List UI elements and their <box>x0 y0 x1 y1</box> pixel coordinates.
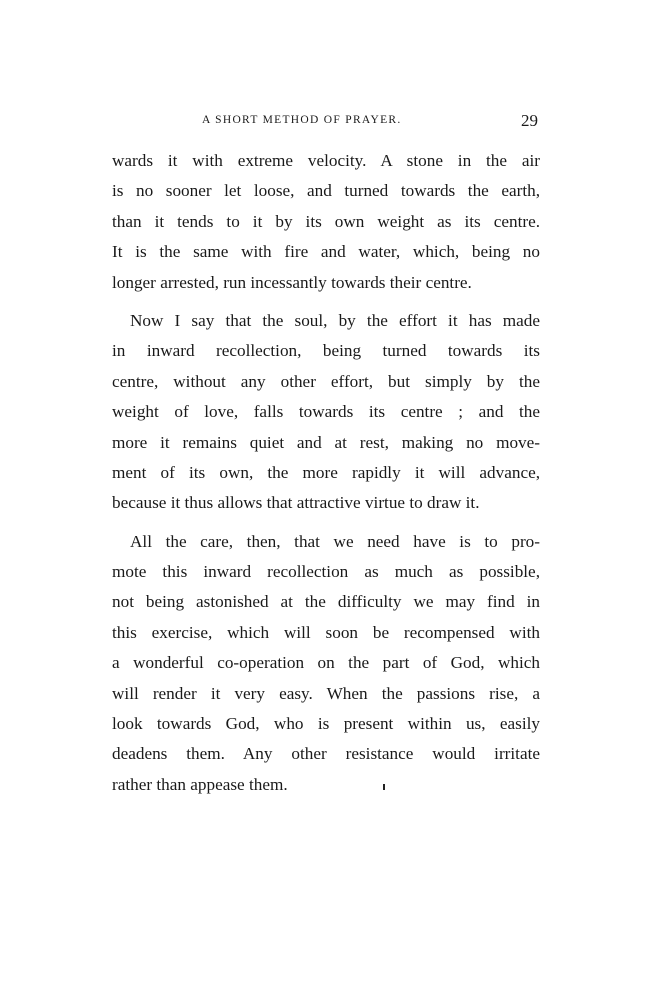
running-title: A SHORT METHOD OF PRAYER. <box>202 114 402 126</box>
paragraph-3 <box>112 527 540 801</box>
text-line: look towards God, who is present within us, easily <box>112 714 540 734</box>
text-line: All the care, then, that we need have is to pro- <box>130 531 540 551</box>
text-line: rather than appease them. <box>112 774 288 794</box>
text-line: because it thus allows that attractive virtue to draw it. <box>112 493 480 513</box>
text-line: more it remains quiet and at rest, making no move- <box>112 432 540 452</box>
running-head <box>112 111 540 133</box>
text-line: will render it very easy. When the passions rise, a <box>112 683 540 703</box>
text-line: than it tends to it by its own weight as its centre. <box>112 211 540 231</box>
paragraph-2 <box>112 306 540 519</box>
paragraph-1 <box>112 146 540 298</box>
text-line: this exercise, which will soon be recompensed with <box>112 622 540 642</box>
text-line: not being astonished at the difficulty we may find in <box>112 592 540 612</box>
text-line: longer arrested, run incessantly towards their centre. <box>112 272 472 292</box>
text-line: Now I say that the soul, by the effort it has made <box>130 310 540 330</box>
text-line: in inward recollection, being turned towards its <box>112 341 540 361</box>
text-line: centre, without any other effort, but simply by the <box>112 371 540 391</box>
text-line: deadens them. Any other resistance would irritate <box>112 744 540 764</box>
text-line: is no sooner let loose, and turned towards the earth, <box>112 181 540 201</box>
page-number: 29 <box>521 111 538 130</box>
text-line: mote this inward recollection as much as possible, <box>112 562 540 582</box>
text-line: It is the same with fire and water, which, being no <box>112 242 540 262</box>
text-line: ment of its own, the more rapidly it will advance, <box>112 462 540 482</box>
text-line: wards it with extreme velocity. A stone in the air <box>112 151 540 170</box>
text-line: weight of love, falls towards its centre ; and the <box>112 402 540 422</box>
body-text <box>112 146 540 808</box>
ink-speck <box>383 784 385 790</box>
text-line: a wonderful co-operation on the part of God, which <box>112 653 540 673</box>
